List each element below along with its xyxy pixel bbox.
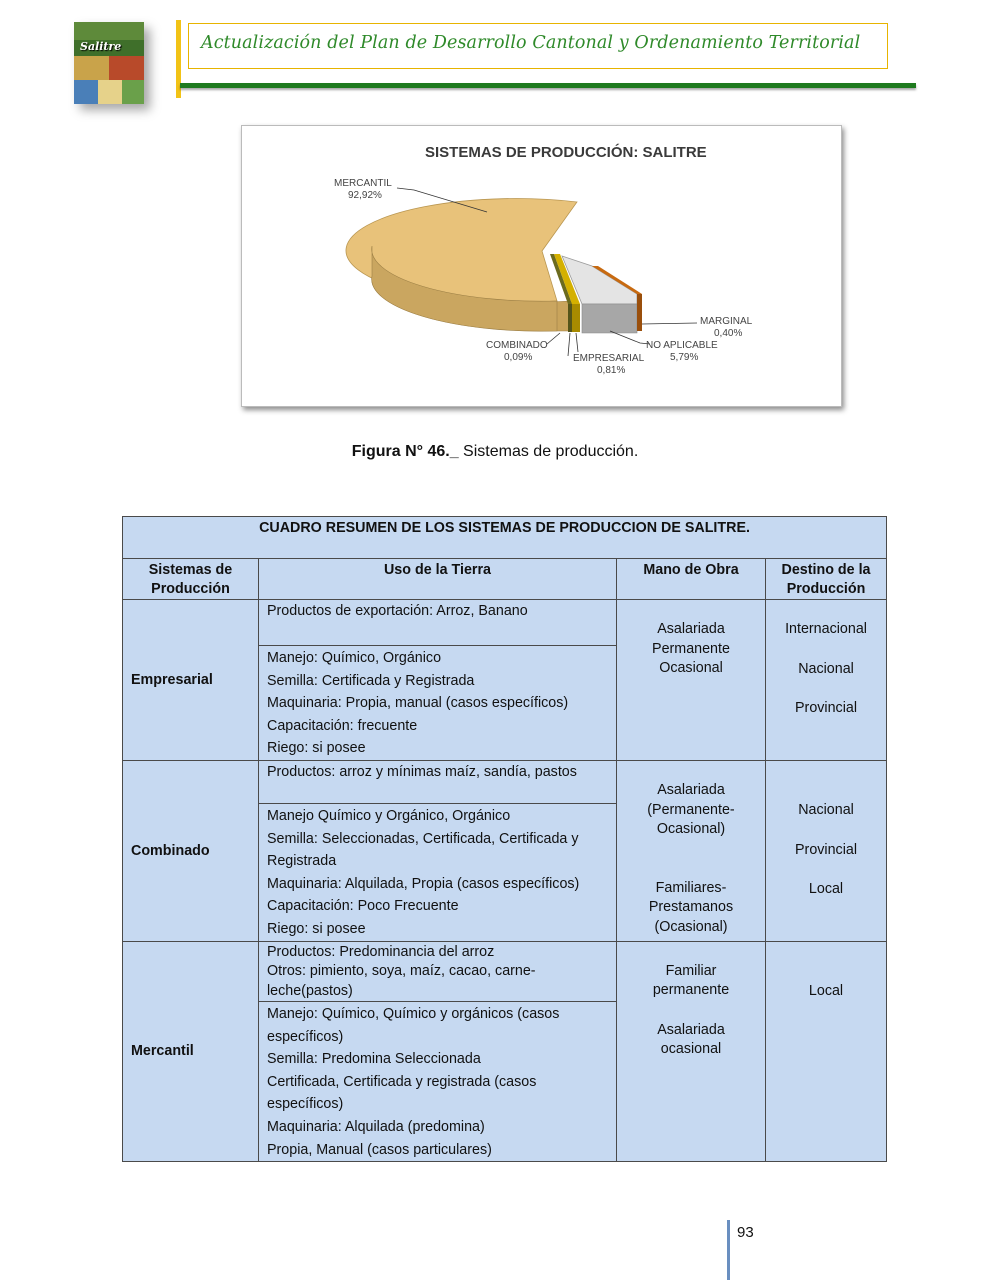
uso-line: Maquinaria: Alquilada (predomina) (267, 1119, 485, 1135)
uso-line: Manejo Químico y Orgánico, Orgánico (267, 807, 511, 824)
mano-line: Ocasional (659, 660, 723, 677)
label-marginal: MARGINAL (700, 316, 753, 327)
label-mercantil: MERCANTIL (334, 178, 392, 189)
label-no-aplicable: NO APLICABLE (646, 340, 718, 351)
uso-line: específicos) (267, 1096, 344, 1113)
destino-mercantil (766, 941, 887, 1162)
chart-title: SISTEMAS DE PRODUCCIÓN: SALITRE (425, 144, 707, 161)
uso-line: Maquinaria: Alquilada, Propia (casos específicos) (267, 875, 580, 892)
label-empresarial: EMPRESARIAL (573, 353, 645, 364)
uso-line: Semilla: Predomina Seleccionada (267, 1051, 481, 1068)
header-sistemas-line2: Producción (151, 581, 230, 597)
uso-line: Productos: arroz y mínimas maíz, sandía, pastos (267, 763, 577, 780)
header-sistemas (123, 559, 259, 600)
uso-line: Productos: Predominancia del arroz (267, 943, 495, 960)
pie-chart (241, 125, 842, 407)
header-rule (180, 83, 916, 88)
caption-label: Figura N° 46._ (351, 443, 459, 460)
uso-line: Manejo: Químico, Químico y orgánicos (casos (267, 1006, 560, 1023)
mano-mercantil (617, 941, 766, 1162)
mano-line: Asalariada (657, 621, 725, 637)
table-title: CUADRO RESUMEN DE LOS SISTEMAS DE PRODUCCION DE SALITRE. (123, 517, 887, 559)
summary-table (122, 516, 887, 1162)
destino-combinado (766, 760, 887, 941)
value-empresarial: 0,81% (597, 365, 626, 376)
uso-line: Manejo: Químico, Orgánico (267, 650, 442, 666)
value-marginal: 0,40% (714, 328, 743, 339)
uso-line: Propia, Manual (casos particulares) (267, 1141, 492, 1158)
uso-line: Productos de exportación: Arroz, Banano (267, 603, 528, 619)
uso-line: Certificada, Certificada y registrada (casos (267, 1073, 537, 1090)
salitre-logo (74, 22, 144, 104)
page-number-rule (727, 1220, 730, 1280)
value-combinado: 0,09% (504, 352, 533, 363)
mano-combinado (617, 760, 766, 941)
uso-bottom-mercantil (259, 1002, 617, 1162)
header-destino (766, 559, 887, 600)
uso-line: Registrada (267, 853, 337, 870)
mano-line: Asalariada (657, 781, 725, 798)
header-mano: Mano de Obra (617, 559, 766, 600)
figure-caption (0, 443, 990, 461)
uso-bottom-empresarial (259, 646, 617, 761)
uso-bottom-combinado (259, 803, 617, 941)
header-destino-line2: Producción (786, 581, 866, 597)
destino-line: Local (808, 881, 844, 898)
mano-line: (Permanente- (647, 801, 735, 818)
mano-line: Asalariada (657, 1021, 725, 1038)
destino-line: Internacional (785, 621, 867, 637)
row-name-mercantil: Mercantil (123, 941, 259, 1162)
uso-line: Semilla: Seleccionadas, Certificada, Certificada y (267, 830, 579, 847)
uso-line: Riego: si posee (267, 740, 366, 757)
header-title-box (188, 23, 888, 69)
mano-empresarial (617, 600, 766, 761)
mano-line: (Ocasional) (654, 918, 728, 935)
destino-line: Provincial (795, 700, 857, 717)
uso-line: Capacitación: Poco Frecuente (267, 898, 459, 915)
uso-line: Maquinaria: Propia, manual (casos específicos) (267, 695, 569, 712)
value-mercantil: 92,92% (348, 190, 382, 201)
uso-line: Capacitación: frecuente (267, 717, 418, 734)
destino-empresarial (766, 600, 887, 761)
document-title: Actualización del Plan de Desarrollo Cantonal y Ordenamiento Territorial (201, 33, 861, 53)
mano-line: Ocasional) (656, 821, 726, 838)
mano-line: permanente (652, 982, 730, 999)
destino-line: Provincial (795, 841, 857, 858)
mano-line: ocasional (660, 1041, 722, 1058)
mano-line: Permanente (652, 640, 730, 657)
destino-line: Local (808, 982, 844, 999)
header-destino-line1: Destino de la (781, 562, 871, 578)
uso-line: Otros: pimiento, soya, maíz, cacao, carne- (267, 963, 536, 980)
uso-line: específicos) (267, 1028, 344, 1045)
page-number: 93 (737, 1224, 754, 1241)
uso-line: leche(pastos) (267, 982, 353, 999)
uso-top-mercantil (259, 941, 617, 1002)
logo-text: Salitre (80, 40, 122, 53)
destino-line: Nacional (798, 801, 854, 818)
mano-line: Familiares- (655, 879, 727, 896)
uso-top-combinado (259, 760, 617, 803)
uso-line: Semilla: Certificada y Registrada (267, 672, 475, 689)
row-name-combinado: Combinado (123, 760, 259, 941)
mano-line: Prestamanos (648, 899, 734, 916)
caption-text: Sistemas de producción. (458, 443, 639, 460)
uso-line: Riego: si posee (267, 920, 366, 937)
destino-line: Nacional (798, 660, 854, 677)
header-uso: Uso de la Tierra (259, 559, 617, 600)
header-sistemas-line1: Sistemas de (148, 562, 233, 578)
label-combinado: COMBINADO (486, 340, 548, 351)
value-no-aplicable: 5,79% (670, 352, 699, 363)
mano-line: Familiar (665, 962, 717, 979)
uso-top-empresarial (259, 600, 617, 646)
row-name-empresarial: Empresarial (123, 600, 259, 761)
